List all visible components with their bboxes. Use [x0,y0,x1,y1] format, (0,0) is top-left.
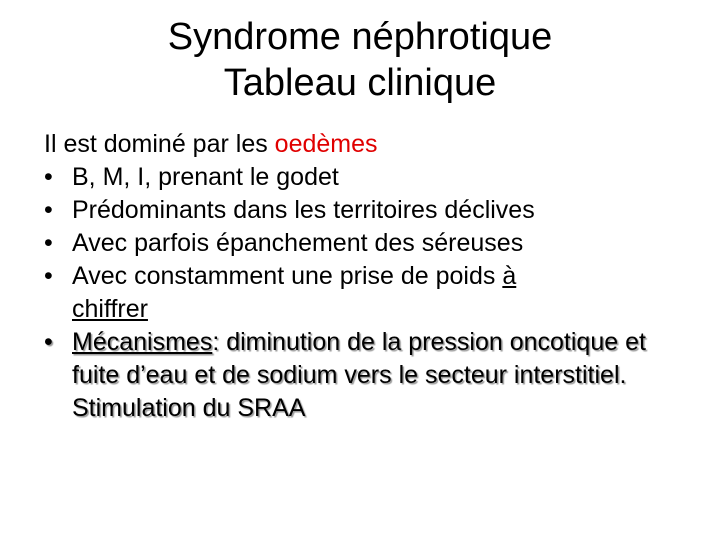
bullet-item-4 [44,260,684,326]
bullet-underlined-word: chiffrer [72,295,148,323]
bullet-marker: • [44,229,53,257]
bullet-text: Avec parfois épanchement des séreuses [72,229,524,257]
bullet-item-2 [44,194,684,227]
intro-text: Il est dominé par les [44,130,275,158]
slide-body [44,128,684,425]
bullet-text: Prédominants dans les territoires déclives [72,196,535,224]
bullet-marker: • [44,262,53,290]
intro-line [44,128,684,161]
bullet-marker: • [44,163,53,191]
bullet-text: B, M, I, prenant le godet [72,163,339,191]
bullet-item-1 [44,161,684,194]
bullet-underlined-word: Mécanismes [72,328,213,356]
bullet-marker: • [44,328,53,356]
title-line-1: Syndrome néphrotique [167,16,553,58]
intro-highlight: oedèmes [274,130,378,158]
bullet-list [44,161,684,425]
bullet-item-3 [44,227,684,260]
bullet-text: : diminution de la pression oncotique et fuite d’eau et de sodium vers le secteur interstitiel. Stimulation du SRAA [72,328,646,422]
slide-title [0,14,720,106]
bullet-item-5 [44,326,684,425]
bullet-underlined-word: à [502,262,517,290]
bullet-text: Avec constamment une prise de poids [72,262,503,290]
bullet-marker: • [44,196,53,224]
title-line-2: Tableau clinique [223,62,497,104]
